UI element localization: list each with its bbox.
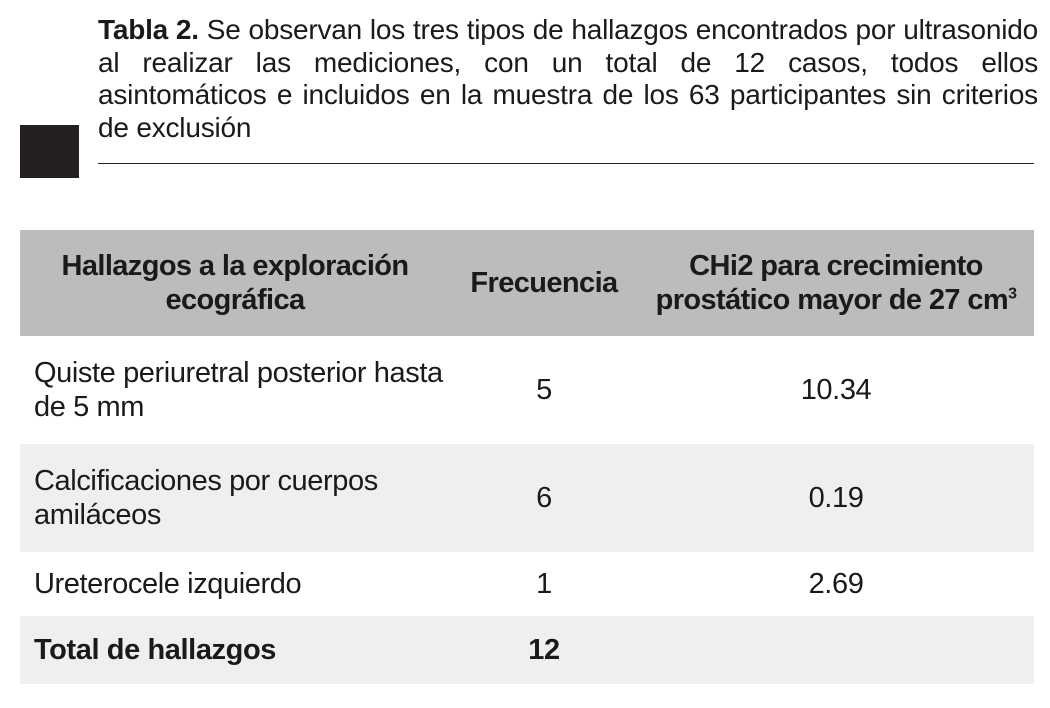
total-label: Total de hallazgos [20, 616, 450, 684]
total-row [20, 616, 1034, 684]
total-frequency: 12 [450, 616, 638, 684]
cell-frequency: 5 [450, 336, 638, 444]
cell-chi2: 0.19 [638, 444, 1034, 552]
cell-chi2: 2.69 [638, 552, 1034, 616]
header-chi2-text: CHi2 para crecimiento prostático mayor de 27 cm [655, 250, 1009, 316]
section-marker-square [20, 125, 79, 178]
caption-text: Se observan los tres tipos de hallazgos encontrados por ultrasonido al realizar las mediciones, con un total de 12 casos, todos ellos asintomáticos e incluidos en la muestra de los 63 participantes sin criterios de exclusión [98, 14, 1038, 143]
cell-chi2: 10.34 [638, 336, 1034, 444]
header-row [20, 230, 1034, 336]
header-findings [20, 230, 450, 336]
table-caption [98, 14, 1038, 144]
table-row [20, 444, 1034, 552]
total-chi2 [638, 616, 1034, 684]
cell-frequency: 1 [450, 552, 638, 616]
cell-finding: Quiste periuretral posterior hasta de 5 mm [20, 336, 450, 444]
caption-label: Tabla 2. [98, 14, 199, 45]
caption-divider [98, 163, 1034, 164]
table-row [20, 552, 1034, 616]
cell-frequency: 6 [450, 444, 638, 552]
table-row [20, 336, 1034, 444]
findings-table [20, 230, 1034, 684]
header-findings-text: Hallazgos a la exploración ecográfica [61, 250, 409, 316]
header-frequency-text: Frecuencia [470, 267, 618, 299]
cell-finding: Calcificaciones por cuerpos amiláceos [20, 444, 450, 552]
cell-finding: Ureterocele izquierdo [20, 552, 450, 616]
header-chi2-superscript: 3 [1008, 285, 1017, 303]
header-chi2 [638, 230, 1034, 336]
header-frequency [450, 230, 638, 336]
